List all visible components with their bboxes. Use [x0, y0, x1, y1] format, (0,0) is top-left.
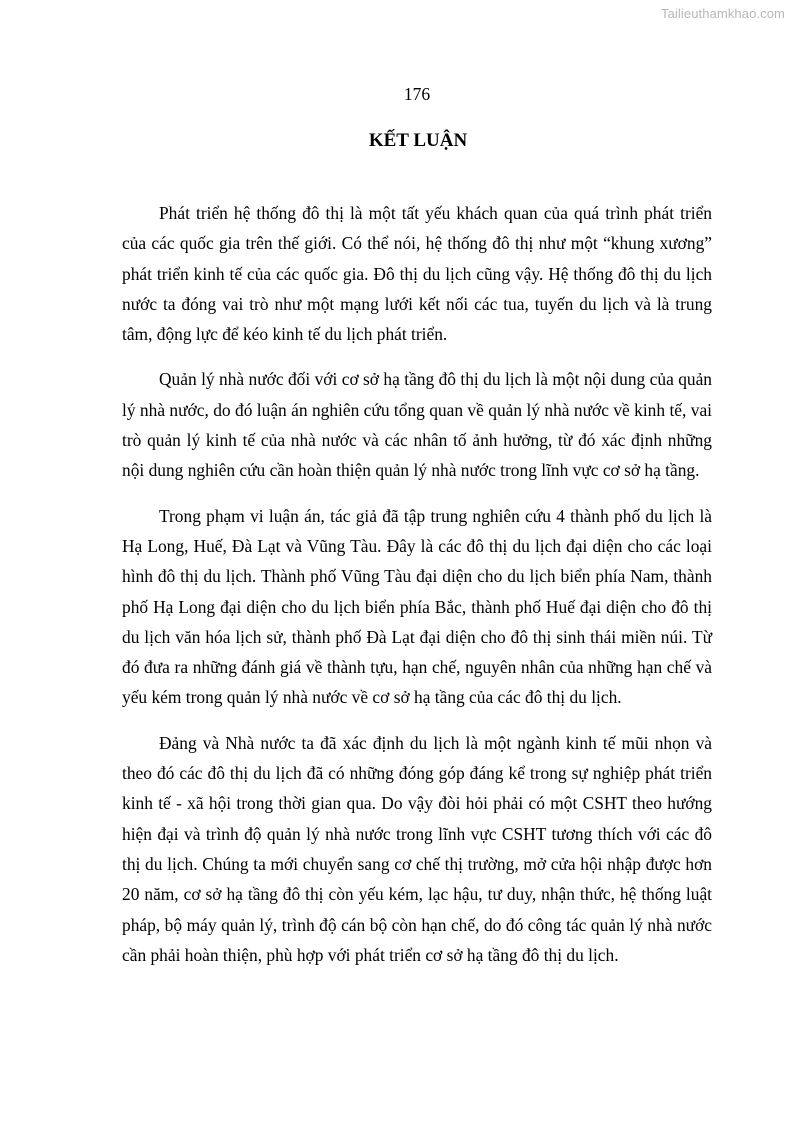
watermark: Tailieuthamkhao.com: [660, 6, 785, 21]
paragraph: Quản lý nhà nước đối với cơ sở hạ tầng đô thị du lịch là một nội dung của quản lý nhà nước, do đó luận án nghiên cứu tổng quan về quản lý nhà nước về kinh tế, vai trò quản lý kinh tế của nhà nước và các nhân tố ảnh hưởng, từ đó xác định những nội dung nghiên cứu cần hoàn thiện quản lý nhà nước trong lĩnh vực cơ sở hạ tầng.: [122, 369, 712, 481]
page-title: KẾT LUẬN: [368, 130, 468, 151]
paragraph: Trong phạm vi luận án, tác giả đã tập trung nghiên cứu 4 thành phố du lịch là Hạ Long, Huế, Đà Lạt và Vũng Tàu. Đây là các đô thị du lịch đại diện cho các loại hình đô thị du lịch. Thành phố Vũng Tàu đại diện cho du lịch biển phía Nam, thành phố Hạ Long đại diện cho du lịch biển phía Bắc, thành phố Huế đại diện cho đô thị du lịch văn hóa lịch sử, thành phố Đà Lạt đại diện cho đô thị sinh thái miền núi. Từ đó đưa ra những đánh giá về thành tựu, hạn chế, nguyên nhân của những hạn chế và yếu kém trong quản lý nhà nước về cơ sở hạ tầng của các đô thị du lịch.: [122, 505, 712, 708]
document-body: [122, 198, 712, 985]
paragraph: Phát triển hệ thống đô thị là một tất yếu khách quan của quá trình phát triển của các quốc gia trên thế giới. Có thể nói, hệ thống đô thị như một “khung xương” phát triển kinh tế của các quốc gia. Đô thị du lịch cũng vậy. Hệ thống đô thị du lịch nước ta đóng vai trò như một mạng lưới kết nối các tua, tuyến du lịch và là trung tâm, động lực để kéo kinh tế du lịch phát triển.: [122, 203, 712, 345]
paragraph: Đảng và Nhà nước ta đã xác định du lịch là một ngành kinh tế mũi nhọn và theo đó các đô thị du lịch đã có những đóng góp đáng kể trong sự nghiệp phát triển kinh tế - xã hội trong thời gian qua. Do vậy đòi hỏi phải có một CSHT theo hướng hiện đại và trình độ quản lý nhà nước trong lĩnh vực CSHT tương thích với các đô thị du lịch. Chúng ta mới chuyển sang cơ chế thị trường, mở cửa hội nhập được hơn 20 năm, cơ sở hạ tầng đô thị còn yếu kém, lạc hậu, tư duy, nhận thức, hệ thống luật pháp, bộ máy quản lý, trình độ cán bộ còn hạn chế, do đó công tác quản lý nhà nước cần phải hoàn thiện, phù hợp với phát triển cơ sở hạ tầng đô thị du lịch.: [122, 732, 712, 965]
page-number: 176: [403, 84, 431, 104]
